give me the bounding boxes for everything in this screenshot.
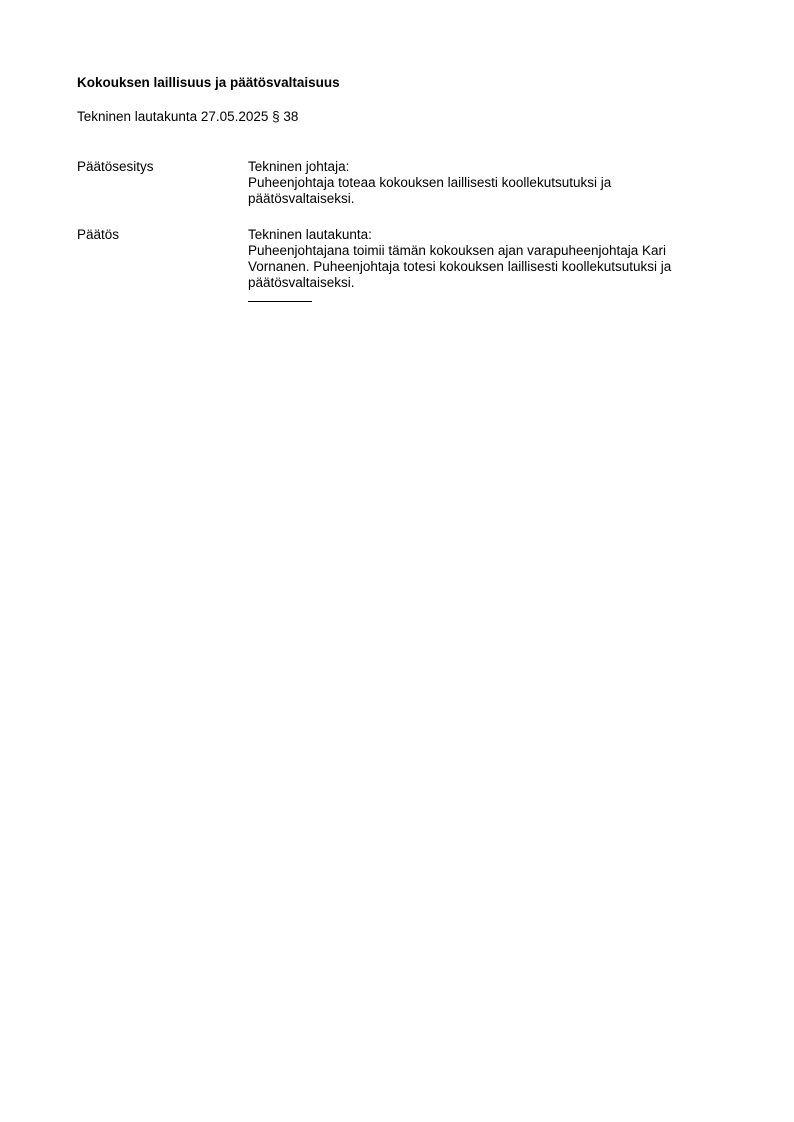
decision-author: Tekninen lautakunta: bbox=[248, 227, 372, 242]
document-title: Kokouksen laillisuus ja päätösvaltaisuus bbox=[77, 75, 340, 90]
decision-label: Päätös bbox=[77, 227, 120, 242]
end-divider bbox=[248, 301, 312, 302]
proposal-author: Tekninen johtaja: bbox=[248, 159, 350, 174]
proposal-text: Puheenjohtaja toteaa kokouksen laillisesti koollekutsutuksi ja päätösvaltaiseksi. bbox=[248, 175, 612, 206]
proposal-label: Päätösesitys bbox=[77, 159, 154, 174]
decision-text: Puheenjohtajana toimii tämän kokouksen ajan varapuheenjohtaja Kari Vornanen. Puheenjohtaja totesi kokouksen laillisesti koollekutsutuksi ja päätösvaltaiseksi. bbox=[248, 243, 672, 290]
proposal-body bbox=[248, 159, 718, 207]
decision-body bbox=[248, 227, 718, 302]
meeting-reference: Tekninen lautakunta 27.05.2025 § 38 bbox=[77, 109, 299, 124]
